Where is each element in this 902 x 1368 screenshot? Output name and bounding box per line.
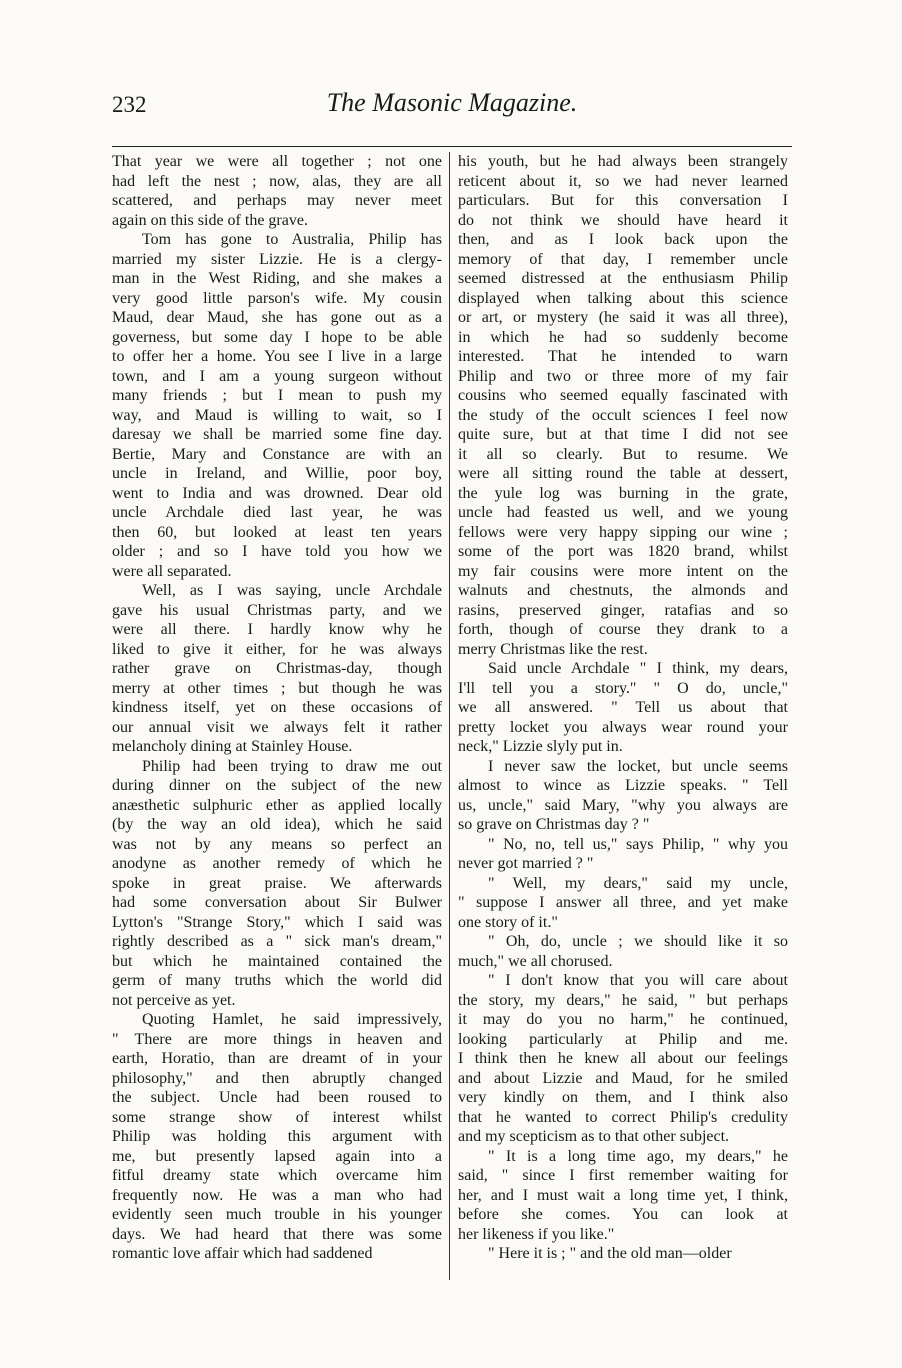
text-line: days. We had heard that there was some	[112, 1225, 442, 1243]
text-line: anæsthetic sulphuric ether as applied locally	[112, 796, 442, 814]
text-line: particulars. But for this conversation I	[458, 192, 788, 209]
text-line: forth, though of course they drank to a	[458, 621, 788, 638]
text-line: kindness itself, yet on these occasions of	[112, 699, 442, 716]
text-line: scattered, and perhaps may never meet	[112, 192, 442, 209]
text-line: that he wanted to correct Philip's credulity	[458, 1108, 788, 1126]
text-line: That year we were all together ; not one	[112, 153, 442, 170]
text-line: rather grave on Christmas-day, though	[112, 660, 442, 677]
text-line: earth, Horatio, than are dreamt of in your	[112, 1050, 442, 1067]
text-line: man in the West Riding, and she makes a	[112, 270, 442, 287]
text-line: many friends ; but I mean to push my	[112, 387, 442, 404]
text-line: " No, no, tell us," says Philip, " why you	[488, 835, 788, 853]
text-line: fitful dreamy state which overcame him	[112, 1167, 442, 1184]
text-line: and about Lizzie and Maud, for he smiled	[458, 1069, 788, 1087]
text-line: I'll tell you a story." " O do, uncle,"	[458, 679, 788, 697]
text-line: or art, or mystery (he said it was all three),	[458, 309, 788, 326]
text-line: reticent about it, so we had never learned	[458, 172, 788, 190]
text-line: much," we all chorused.	[458, 952, 613, 970]
text-line: looking particularly at Philip and me.	[458, 1030, 788, 1048]
text-line: very kindly on them, and I think also	[458, 1089, 788, 1106]
text-line: " Well, my dears," said my uncle,	[488, 874, 788, 892]
text-line: to offer her a home. You see I live in a large	[112, 348, 442, 365]
text-line: we all answered. " Tell us about that	[458, 699, 788, 716]
text-line: the story, my dears," he said, " but perhaps	[458, 991, 788, 1009]
running-title: The Masonic Magazine.	[326, 88, 578, 117]
text-line: " I don't know that you will care about	[488, 972, 788, 989]
text-line: romantic love affair which had saddened	[112, 1245, 373, 1262]
column-divider	[449, 152, 450, 1280]
header-rule	[112, 146, 792, 147]
text-line: me, but presently lapsed again into a	[112, 1147, 442, 1165]
text-line: I never saw the locket, but uncle seems	[488, 757, 788, 775]
text-line: uncle Archdale died last year, he was	[112, 504, 442, 521]
text-line: Quoting Hamlet, he said impressively,	[142, 1011, 442, 1028]
text-line: my fair cousins were more intent on the	[458, 562, 788, 580]
text-line: had some conversation about Sir Bulwer	[112, 894, 442, 911]
text-line: were all there. I hardly know why he	[112, 621, 442, 638]
text-line: but which he maintained contained the	[112, 952, 442, 970]
text-line: the study of the occult sciences I feel now	[458, 406, 788, 424]
text-line: merry Christmas like the rest.	[458, 640, 648, 658]
text-line: his youth, but he had always been strangely	[458, 153, 788, 170]
text-line: spoke in great praise. We afterwards	[112, 874, 442, 892]
text-line: Lytton's "Strange Story," which I said was	[112, 913, 442, 931]
text-line: " suppose I answer all three, and yet make	[458, 894, 788, 911]
text-line: said, " since I first remember waiting for	[458, 1167, 788, 1184]
page-number: 232	[112, 92, 147, 117]
text-line: governess, but some day I hope to be able	[112, 328, 442, 346]
text-line: way, and Maud is willing to wait, so I	[112, 406, 442, 424]
text-line: Philip had been trying to draw me out	[142, 757, 442, 775]
text-line: " There are more things in heaven and	[112, 1030, 442, 1048]
text-line: Bertie, Mary and Constance are with an	[112, 445, 442, 463]
text-line: uncle in Ireland, and Willie, poor boy,	[112, 465, 442, 482]
text-line: philosophy," and then abruptly changed	[112, 1069, 442, 1087]
text-line: melancholy dining at Stainley House.	[112, 738, 353, 755]
text-line: memory of that day, I remember uncle	[458, 250, 788, 268]
text-line: " Here it is ; " and the old man—older	[488, 1245, 732, 1262]
text-line: us, uncle," said Mary, "why you always are	[458, 796, 788, 814]
text-line: again on this side of the grave.	[112, 211, 308, 229]
text-line: almost to wince as Lizzie speaks. " Tell	[458, 777, 788, 794]
text-line: the yule log was burning in the grate,	[458, 484, 788, 502]
text-line: older ; and so I have told you how we	[112, 543, 442, 560]
right-column	[458, 152, 788, 1264]
text-line: was not by any means so perfect an	[112, 835, 442, 853]
text-line: in which he had so suddenly become	[458, 328, 788, 346]
text-line: were all separated.	[112, 562, 232, 580]
text-line: gave his usual Christmas party, and we	[112, 601, 442, 619]
page-header	[112, 88, 792, 128]
text-line: I think then he knew all about our feelings	[458, 1050, 788, 1067]
text-line: interested. That he intended to warn	[458, 348, 788, 365]
text-line: and my scepticism as to that other subject.	[458, 1128, 730, 1145]
text-line: anodyne as another remedy of which he	[112, 855, 442, 872]
text-line: frequently now. He was a man who had	[112, 1186, 442, 1204]
text-line: so grave on Christmas day ? "	[458, 816, 650, 833]
text-line: it may do you no harm," he continued,	[458, 1011, 788, 1028]
text-line: before she comes. You can look at	[458, 1206, 788, 1223]
left-column	[112, 152, 442, 1264]
text-line: neck," Lizzie slyly put in.	[458, 738, 623, 755]
text-line: displayed when talking about this science	[458, 289, 788, 307]
text-line: Philip was holding this argument with	[112, 1128, 442, 1145]
text-line: walnuts and chestnuts, the almonds and	[458, 582, 788, 599]
text-line: Philip and two or three more of my fair	[458, 367, 788, 385]
text-line: seemed distressed at the enthusiasm Philip	[458, 270, 788, 287]
text-line: daresay we shall be married some fine day.	[112, 426, 442, 443]
text-line: rightly described as a " sick man's dream,"	[112, 933, 442, 950]
text-line: uncle had feasted us well, and we young	[458, 504, 788, 521]
text-line: it all so clearly. But to resume. We	[458, 445, 788, 463]
text-line: during dinner on the subject of the new	[112, 777, 442, 794]
text-line: Tom has gone to Australia, Philip has	[142, 231, 442, 248]
text-line: married my sister Lizzie. He is a clergy-	[112, 250, 442, 268]
text-line: Maud, dear Maud, she has gone out as a	[112, 309, 442, 326]
text-line: quite sure, but at that time I did not see	[458, 426, 788, 443]
text-line: evidently seen much trouble in his younger	[112, 1206, 442, 1223]
text-line: had left the nest ; now, alas, they are all	[112, 172, 442, 190]
text-line: very good little parson's wife. My cousin	[112, 289, 442, 307]
text-line: " It is a long time ago, my dears," he	[488, 1147, 788, 1165]
text-line: her, and I must wait a long time yet, I think,	[458, 1186, 788, 1204]
text-line: were all sitting round the table at dessert,	[458, 465, 788, 482]
text-line: cousins who seemed equally fascinated with	[458, 387, 788, 404]
text-line: Said uncle Archdale " I think, my dears,	[488, 660, 788, 677]
text-line: some strange show of interest whilst	[112, 1108, 442, 1126]
text-line: never got married ? "	[458, 855, 594, 872]
text-line: germ of many truths which the world did	[112, 972, 442, 989]
text-line: her likeness if you like."	[458, 1225, 615, 1243]
text-line: (by the way an old idea), which he said	[112, 816, 442, 833]
text-line: liked to give it either, for he was always	[112, 640, 442, 658]
text-line: do not think we should have heard it	[458, 211, 788, 229]
text-line: then 60, but looked at least ten years	[112, 523, 442, 541]
text-line: some of the port was 1820 brand, whilst	[458, 543, 788, 560]
text-line: Well, as I was saying, uncle Archdale	[142, 582, 442, 599]
text-line: town, and I am a young surgeon without	[112, 367, 442, 385]
text-line: the subject. Uncle had been roused to	[112, 1089, 442, 1106]
text-line: " Oh, do, uncle ; we should like it so	[488, 933, 788, 950]
text-line: pretty locket you always wear round your	[458, 718, 788, 736]
text-line: not perceive as yet.	[112, 991, 236, 1009]
text-line: rasins, preserved ginger, ratafias and so	[458, 601, 788, 619]
text-line: went to India and was drowned. Dear old	[112, 484, 442, 502]
text-line: one story of it."	[458, 913, 558, 931]
text-line: our annual visit we always felt it rather	[112, 718, 442, 736]
text-line: merry at other times ; but though he was	[112, 679, 442, 697]
text-line: fellows were very happy sipping our wine ;	[458, 523, 788, 541]
text-line: then, and as I look back upon the	[458, 231, 788, 248]
